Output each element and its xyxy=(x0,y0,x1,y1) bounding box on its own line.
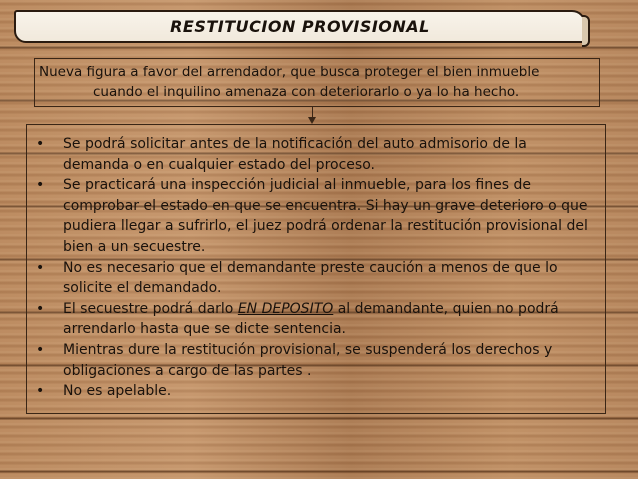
point-text: No es apelable. xyxy=(63,383,172,400)
point-text: No es necesario que el demandante preste caución a menos de que lo xyxy=(63,259,558,276)
list-item xyxy=(27,258,605,299)
list-item xyxy=(27,175,605,257)
point-text: Se practicará una inspección judicial al inmueble, para los fines de xyxy=(63,177,531,194)
bullet-icon: • xyxy=(36,177,45,194)
bullet-list xyxy=(27,134,605,402)
bullet-icon: • xyxy=(36,259,45,276)
list-item xyxy=(27,340,605,381)
point-text: comprobar el estado en que se encuentra. Si hay un grave deterioro o que xyxy=(63,197,588,214)
list-item xyxy=(27,134,605,175)
emphasis-en-deposito: EN DEPOSITO xyxy=(237,300,334,317)
slide-title: RESTITUCION PROVISIONAL xyxy=(170,17,430,36)
point-text: Mientras dure la restitución provisional, se suspenderá los derechos y xyxy=(63,341,553,358)
arrow-down-icon xyxy=(308,117,316,124)
point-text: obligaciones a cargo de las partes . xyxy=(63,362,312,379)
title-banner xyxy=(14,10,586,43)
definition-line-2: cuando el inquilino amenaza con deteriorarlo o ya lo ha hecho. xyxy=(93,84,520,100)
point-text-after: al demandante, quien no podrá xyxy=(333,300,559,317)
point-text: solicite el demandado. xyxy=(63,280,222,297)
points-box xyxy=(26,124,606,414)
point-text: arrendarlo hasta que se dicte sentencia. xyxy=(63,321,346,338)
point-text: Se podrá solicitar antes de la notificación del auto admisorio de la xyxy=(63,136,527,152)
point-text-before: El secuestre podrá darlo xyxy=(63,300,238,317)
list-item xyxy=(27,299,605,340)
list-item xyxy=(27,381,605,402)
point-text: pudiera llegar a sufrirlo, el juez podrá ordenar la restitución provisional del xyxy=(63,218,588,235)
definition-line-1: Nueva figura a favor del arrendador, que busca proteger el bien inmueble xyxy=(39,64,540,80)
point-text: demanda o en cualquier estado del proceso. xyxy=(63,156,375,173)
bullet-icon: • xyxy=(36,136,45,152)
definition-box xyxy=(34,58,600,107)
bullet-icon: • xyxy=(36,341,45,358)
bullet-icon: • xyxy=(36,300,45,317)
point-text: bien a un secuestre. xyxy=(63,238,206,255)
point-text xyxy=(63,299,605,320)
bullet-icon: • xyxy=(36,383,45,400)
